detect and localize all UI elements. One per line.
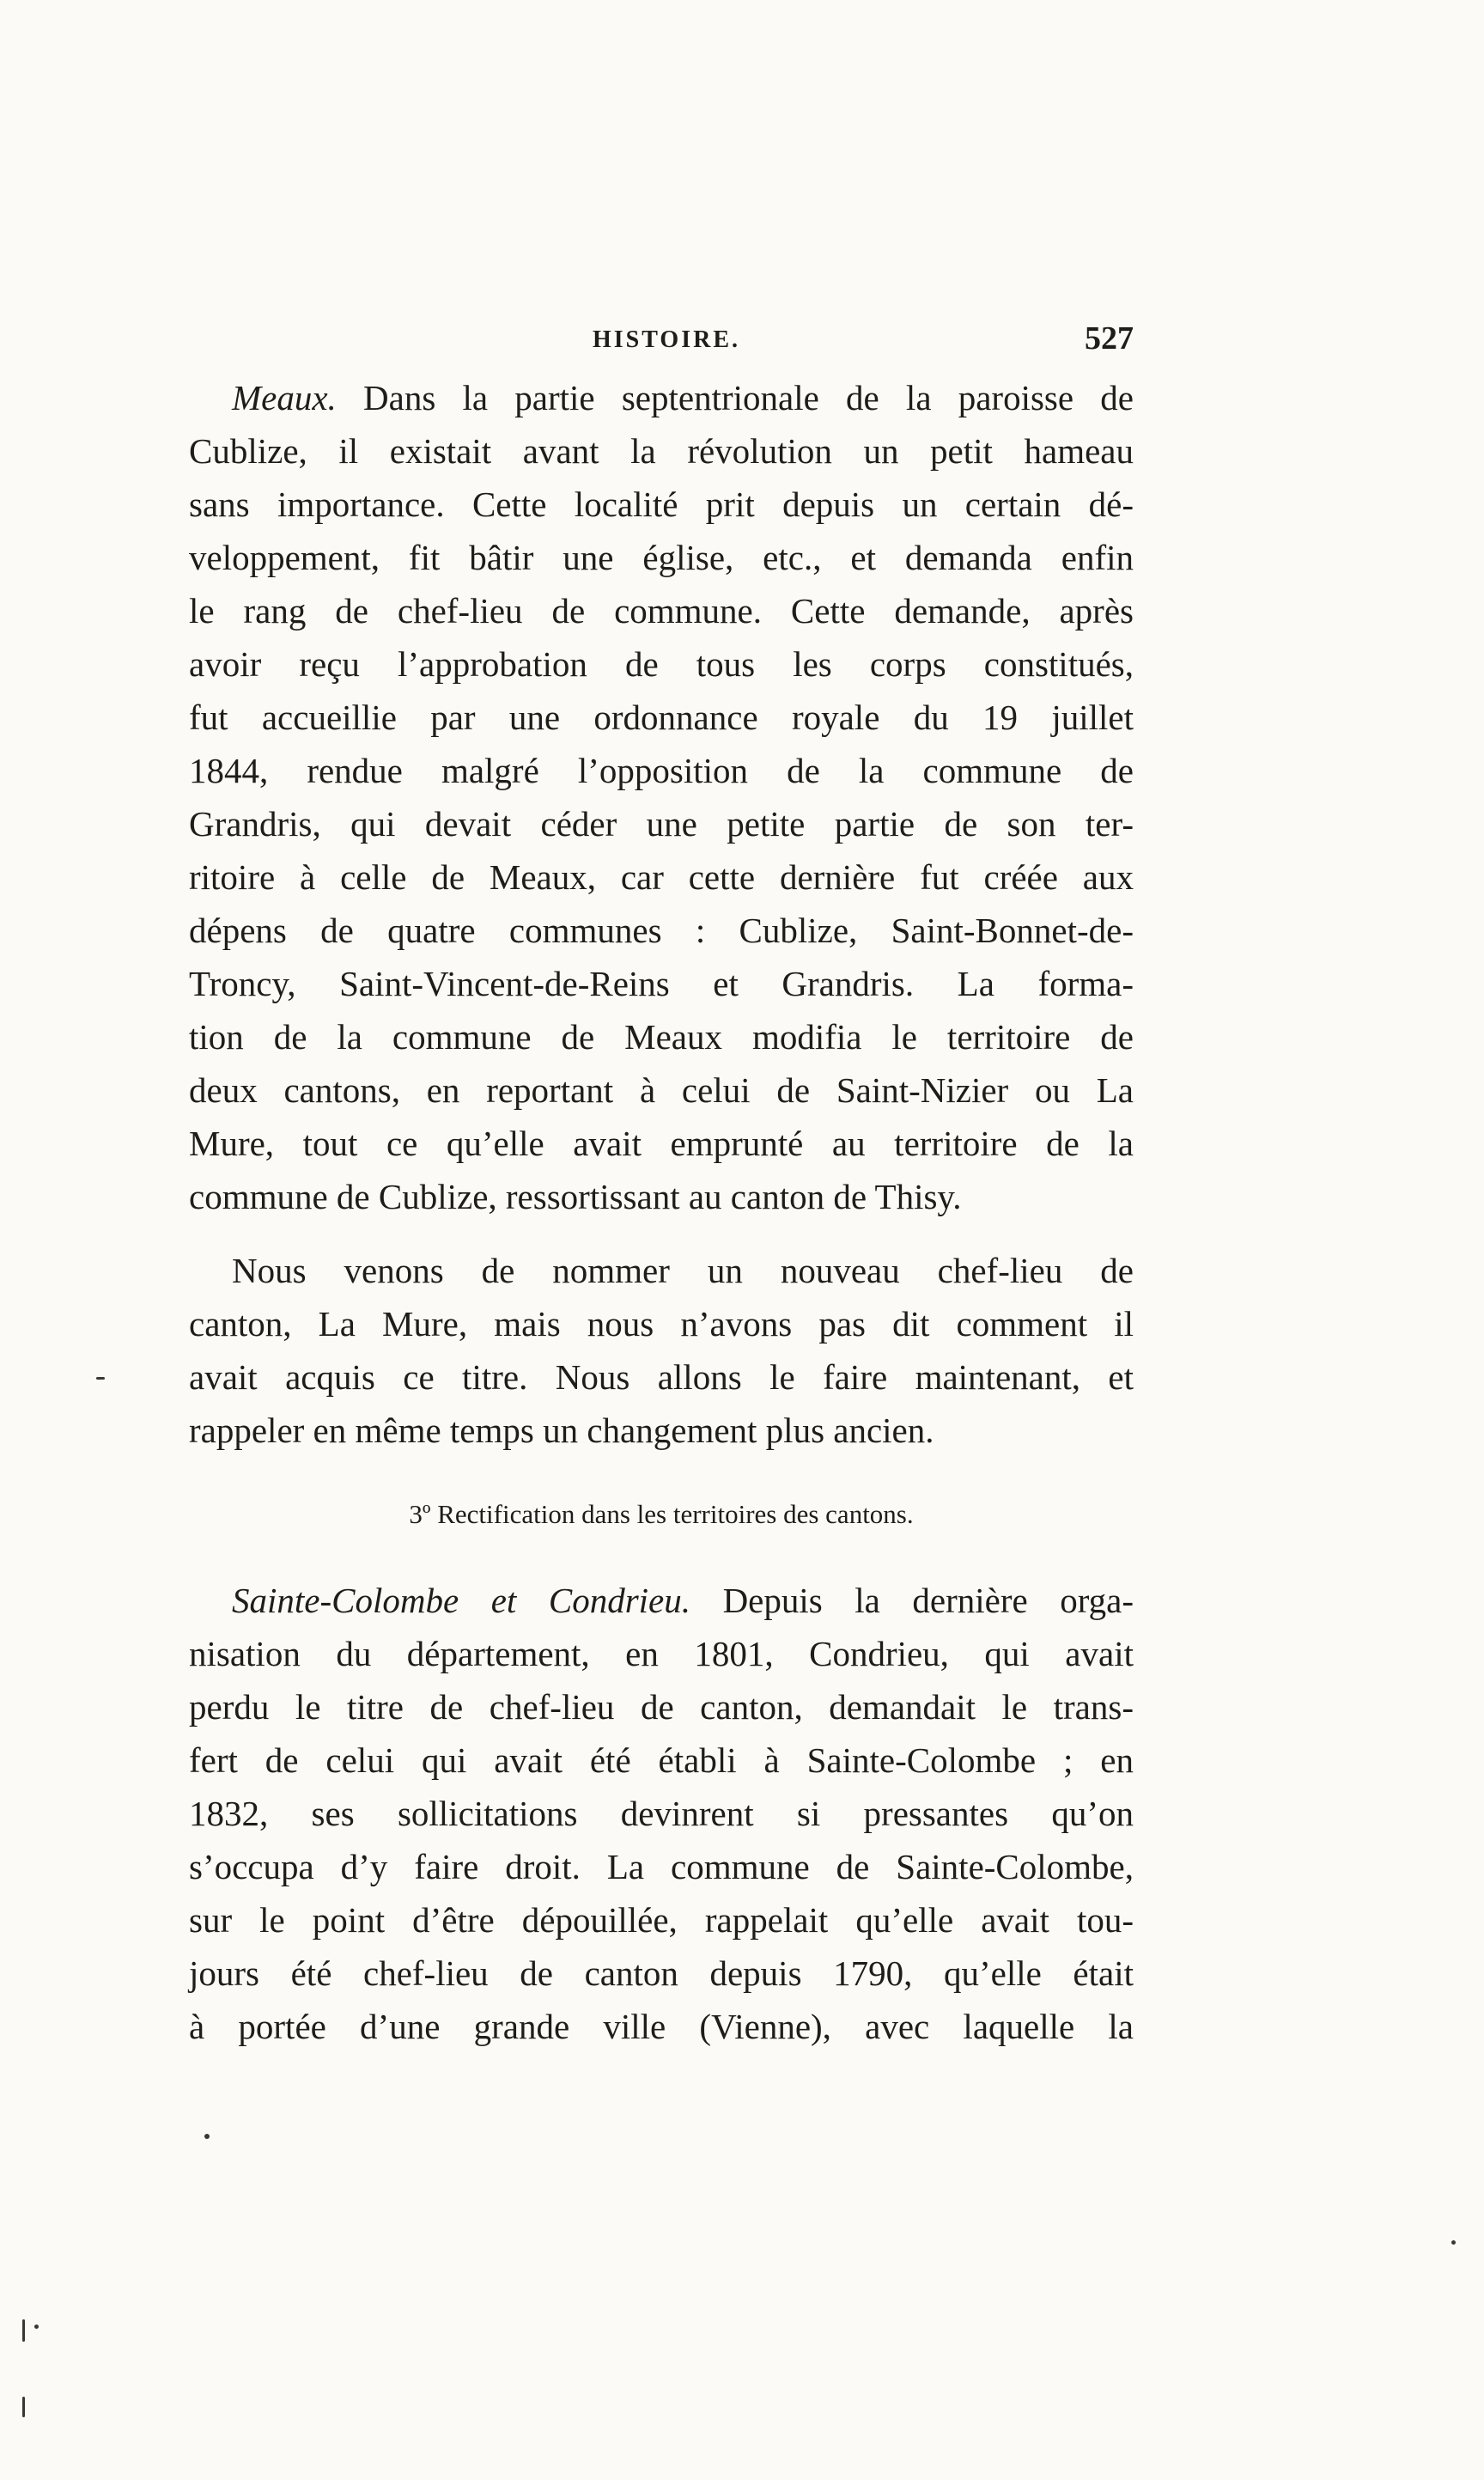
text-line: fut accueillie par une ordonnance royale du 19 juillet — [189, 698, 1134, 737]
scan-speck — [22, 2319, 25, 2342]
text-line: à portée d’une grande ville (Vienne), avec laquelle la — [189, 2007, 1134, 2046]
text-line: commune de Cublize, ressortissant au canton de Thisy. — [189, 1177, 962, 1216]
text-line: jours été chef-lieu de canton depuis 1790, qu’elle était — [189, 1953, 1134, 1993]
page-header — [189, 316, 1134, 368]
scan-speck — [22, 2397, 25, 2417]
paragraph-la-mure — [189, 1244, 1134, 1457]
text-line: perdu le titre de chef-lieu de canton, demandait le trans- — [189, 1687, 1134, 1727]
text-line: sur le point d’être dépouillée, rappelait qu’elle avait tou- — [189, 1900, 1134, 1940]
paragraph-meaux — [189, 371, 1134, 1223]
text-line — [189, 371, 1134, 424]
text-line: tion de la commune de Meaux modifia le territoire de — [189, 1017, 1134, 1057]
text-line: s’occupa d’y faire droit. La commune de Sainte-Colombe, — [189, 1847, 1134, 1886]
text-line: Troncy, Saint-Vincent-de-Reins et Grandris. La forma- — [189, 964, 1134, 1003]
paragraph-sainte-colombe — [189, 1574, 1134, 2053]
text-line: 1844, rendue malgré l’opposition de la commune de — [189, 751, 1134, 790]
text-line: dépens de quatre communes : Cublize, Saint-Bonnet-de- — [189, 911, 1134, 950]
text-line: Grandris, qui devait céder une petite partie de son ter- — [189, 804, 1134, 844]
lead-term: Sainte-Colombe et Condrieu. — [232, 1581, 691, 1620]
text-line: canton, La Mure, mais nous n’avons pas dit comment il — [189, 1304, 1134, 1344]
line-text: Dans la partie septentrionale de la paroisse de — [336, 378, 1134, 417]
text-line: Cublize, il existait avant la révolution un petit hameau — [189, 431, 1134, 471]
text-line: veloppement, fit bâtir une église, etc., et demanda enfin — [189, 538, 1134, 577]
lead-term: Meaux. — [232, 378, 337, 417]
scan-speck — [34, 2325, 39, 2329]
text-line: Mure, tout ce qu’elle avait emprunté au territoire de la — [189, 1124, 1134, 1163]
text-line: nisation du département, en 1801, Condrieu, qui avait — [189, 1634, 1134, 1673]
text-line: fert de celui qui avait été établi à Sainte-Colombe ; en — [189, 1740, 1134, 1780]
text-line: ritoire à celle de Meaux, car cette dernière fut créée aux — [189, 857, 1134, 897]
text-line: 1832, ses sollicitations devinrent si pressantes qu’on — [189, 1794, 1134, 1833]
section-subheading: 3º Rectification dans les territoires des cantons. — [409, 1499, 914, 1529]
text-line: rappeler en même temps un changement plus ancien. — [189, 1411, 934, 1450]
scan-speck — [204, 2134, 210, 2139]
running-head: HISTOIRE. — [593, 326, 740, 353]
text-line: avait acquis ce titre. Nous allons le faire maintenant, et — [189, 1357, 1134, 1397]
text-line: avoir reçu l’approbation de tous les corps constitués, — [189, 644, 1134, 684]
text-line: Nous venons de nommer un nouveau chef-lieu de — [232, 1251, 1134, 1290]
scan-speck — [96, 1377, 105, 1380]
text-line — [189, 1574, 1134, 1627]
text-line: sans importance. Cette localité prit depuis un certain dé- — [189, 484, 1134, 524]
page-number: 527 — [1085, 320, 1134, 356]
text-line: le rang de chef-lieu de commune. Cette demande, après — [189, 591, 1134, 631]
text-line: deux cantons, en reportant à celui de Saint-Nizier ou La — [189, 1070, 1134, 1110]
line-text: Depuis la dernière orga- — [690, 1581, 1134, 1620]
scan-speck — [1451, 2240, 1456, 2245]
